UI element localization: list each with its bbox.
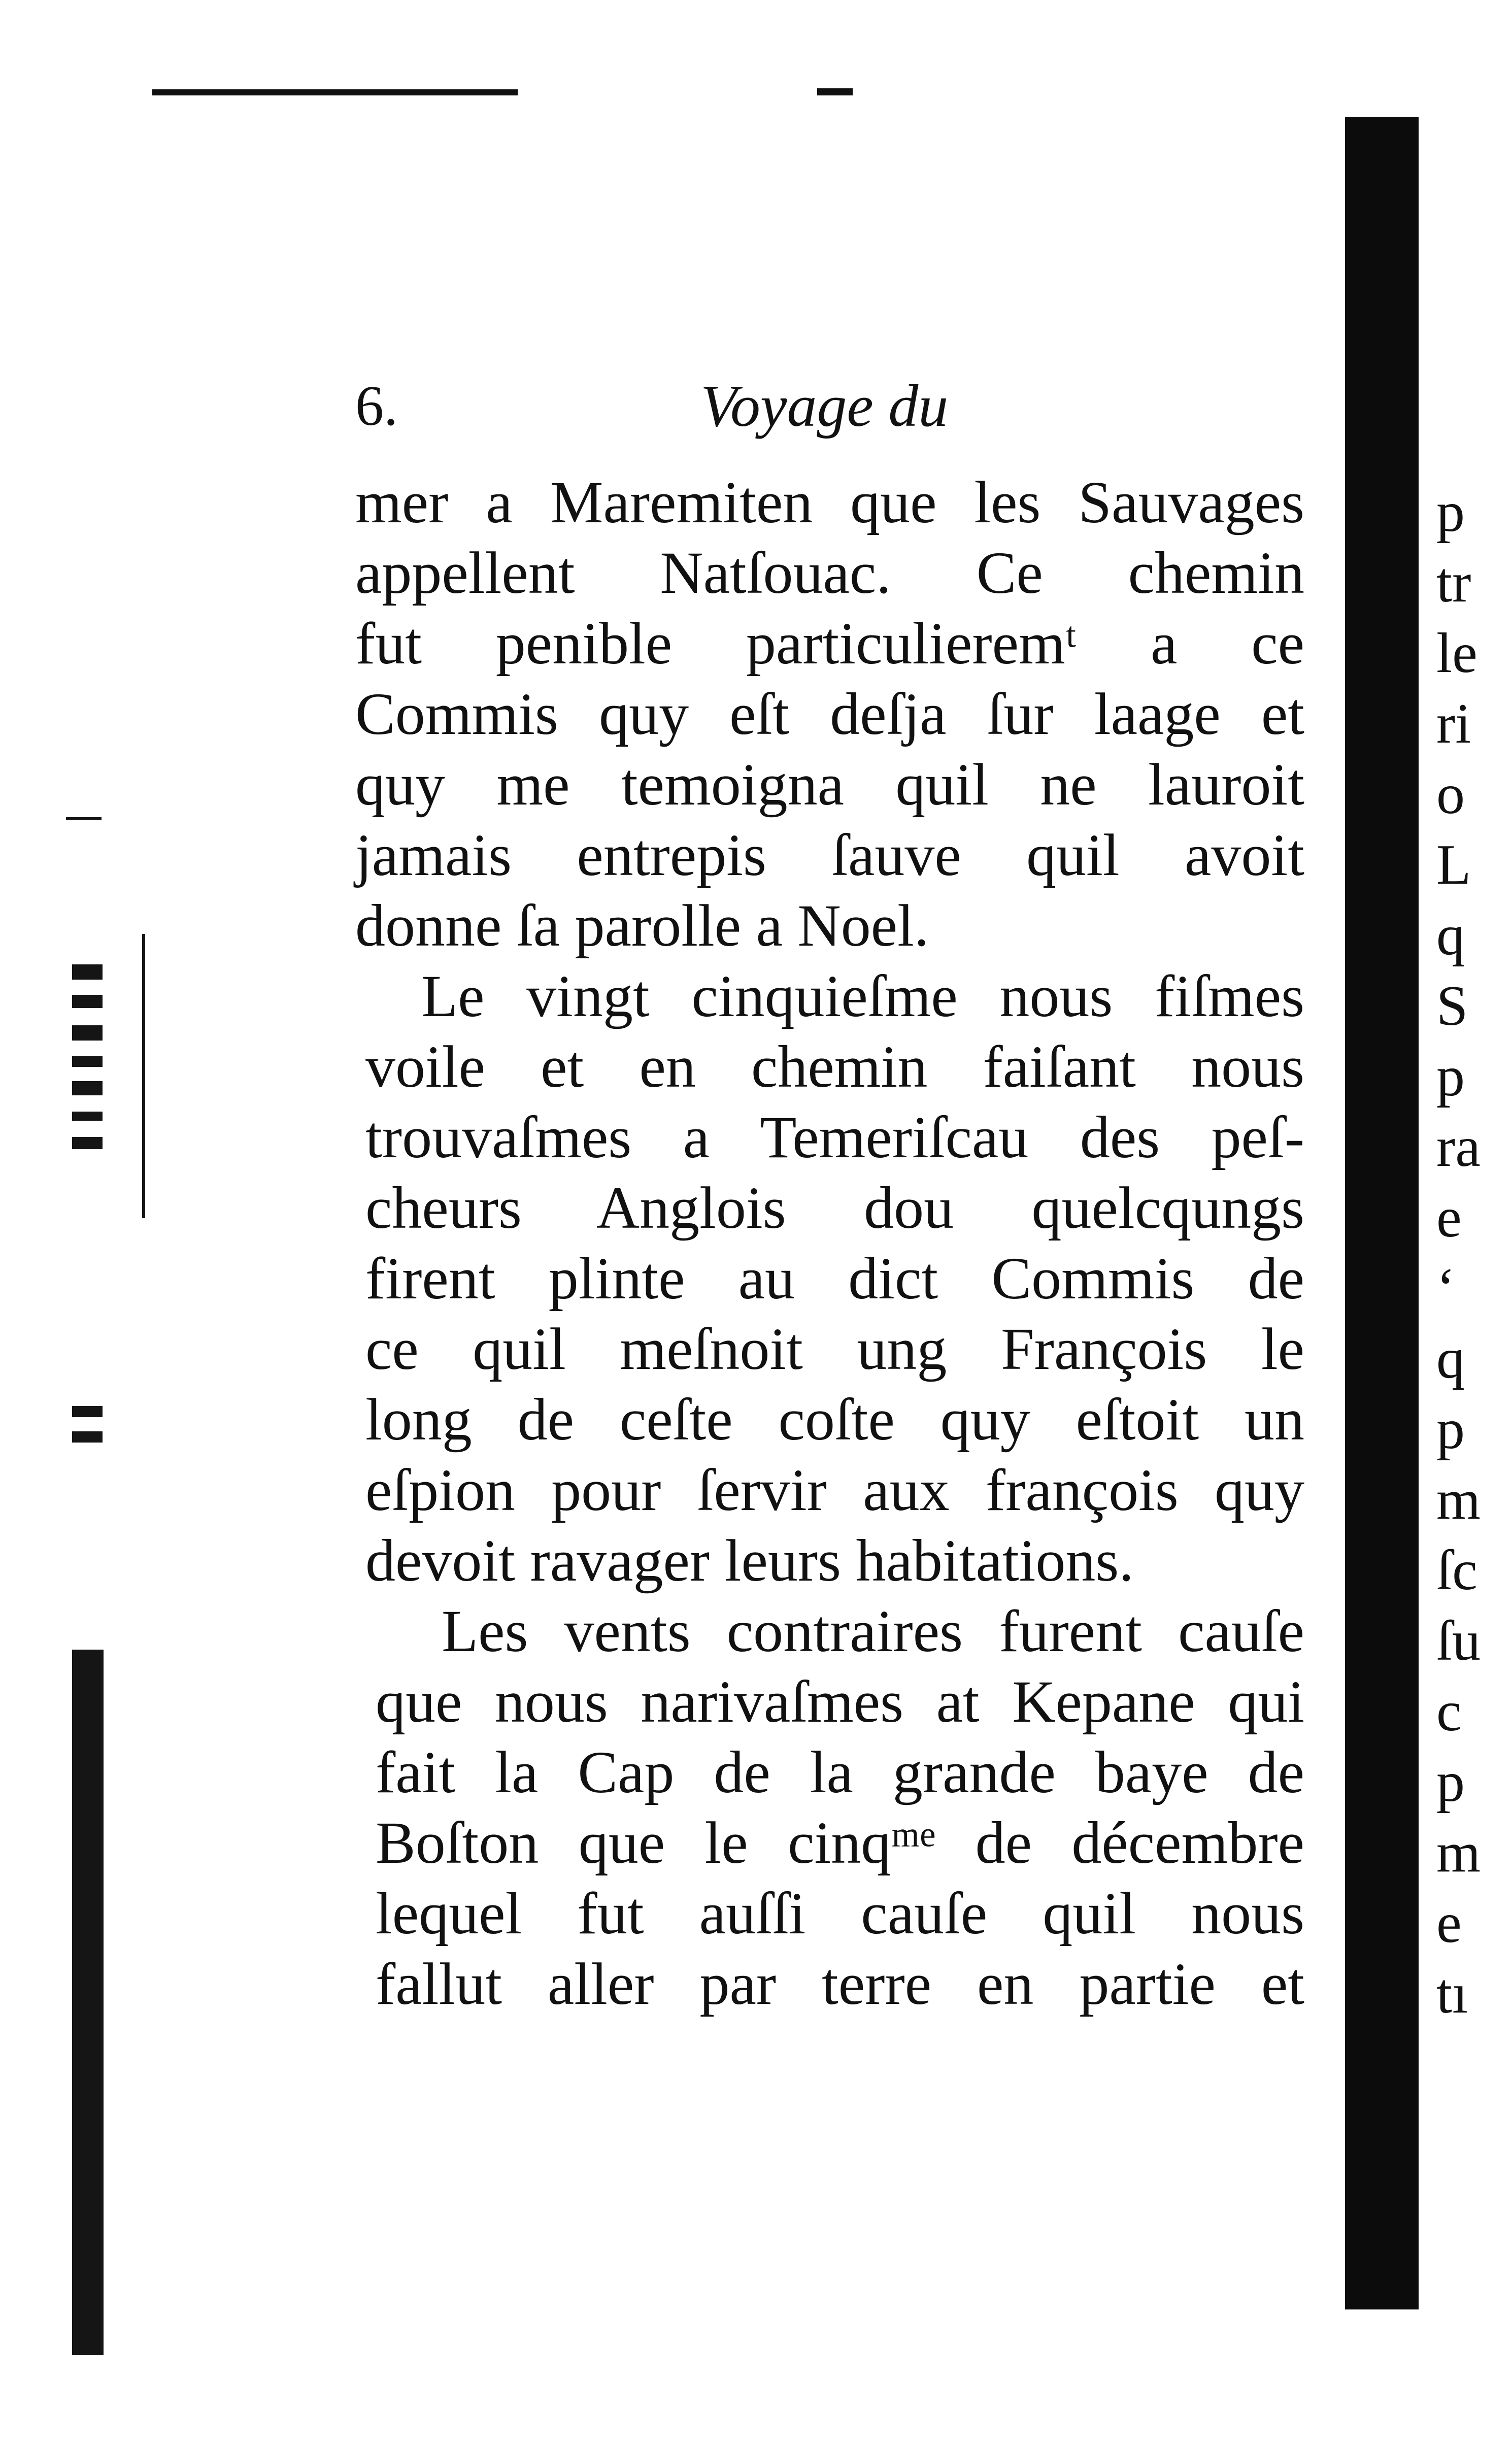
body-text <box>355 467 1304 2019</box>
text-line: firent plinte au dict Commis de <box>365 1245 1304 1312</box>
next-page-fragment: p <box>1436 1045 1465 1108</box>
text-line: appellent Natſouac. Ce chemin <box>355 540 1304 606</box>
text-line: jamais entrepis ſauve quil avoit <box>355 822 1304 888</box>
next-page-fragment: e <box>1436 1892 1462 1955</box>
next-page-fragment: p <box>1436 1751 1465 1814</box>
next-page-fragment: S <box>1436 975 1468 1037</box>
text-line: fallut aller par terre en partie et <box>376 1951 1304 2017</box>
text-line: fait la Cap de la grande baye de <box>376 1739 1304 1805</box>
next-page-fragment: m <box>1436 1468 1481 1531</box>
text-line: devoit ravager leurs habitations. <box>365 1527 1134 1594</box>
next-page-fragment: ri <box>1436 692 1471 755</box>
text-line: long de ceſte coſte quy eſtoit un <box>365 1386 1304 1453</box>
next-page-fragment: ra <box>1436 1116 1481 1179</box>
text-line: lequel fut auſſi cauſe quil nous <box>376 1880 1304 1947</box>
text-line: eſpion pour ſervir aux françois quy <box>365 1457 1304 1523</box>
next-page-fragment: p <box>1436 481 1465 544</box>
next-page-fragment: p <box>1436 1398 1465 1461</box>
next-page-fragment: ‘ <box>1436 1257 1456 1320</box>
text-line: mer a Maremiten que les Sauvages <box>355 469 1304 535</box>
text-line: Commis quy eſt deſja ſur laage et <box>355 681 1304 747</box>
next-page-fragment: ſu <box>1436 1610 1481 1672</box>
text-line: fut penible particulieremᵗ a ce <box>355 610 1304 677</box>
text-line: Le vingt cinquieſme nous fiſmes <box>421 963 1304 1029</box>
next-page-fragment: e <box>1436 1186 1462 1249</box>
text-line: donne ſa parolle a Noel. <box>355 892 929 959</box>
next-page-fragment: m <box>1436 1821 1481 1884</box>
top-scan-mark <box>817 88 853 95</box>
running-title: Voyage du <box>700 373 949 439</box>
next-page-fragment: le <box>1436 622 1477 685</box>
next-page-fragments <box>1436 477 1512 2029</box>
text-line: voile et en chemin faiſant nous <box>365 1033 1304 1100</box>
text-line: Les vents contraires furent cauſe <box>442 1598 1304 1664</box>
text-line: trouvaſmes a Temeriſcau des peſ- <box>365 1104 1304 1170</box>
left-scan-artifacts <box>66 812 147 2396</box>
text-line: quy me temoigna quil ne lauroit <box>355 751 1304 818</box>
next-page-fragment: q <box>1436 904 1465 967</box>
next-page-fragment: tı <box>1436 1962 1468 2025</box>
next-page-fragment: tr <box>1436 551 1471 614</box>
text-line: ce quil meſnoit ung François le <box>365 1316 1304 1382</box>
next-page-fragment: L <box>1436 833 1471 896</box>
text-line: que nous narivaſmes at Kepane qui <box>376 1668 1304 1735</box>
next-page-edge-shadow <box>1345 117 1419 2309</box>
next-page-fragment: c <box>1436 1680 1462 1743</box>
text-line: cheurs Anglois dou quelcqungs <box>365 1175 1304 1241</box>
next-page-fragment: q <box>1436 1327 1465 1390</box>
page-number: 6. <box>355 375 398 438</box>
next-page-fragment: o <box>1436 763 1465 826</box>
running-head <box>355 371 1320 442</box>
next-page-fragment: ſc <box>1436 1539 1477 1602</box>
top-scan-rule <box>152 89 518 95</box>
text-line: Boſton que le cinqᵐᵉ de décembre <box>376 1810 1304 1876</box>
